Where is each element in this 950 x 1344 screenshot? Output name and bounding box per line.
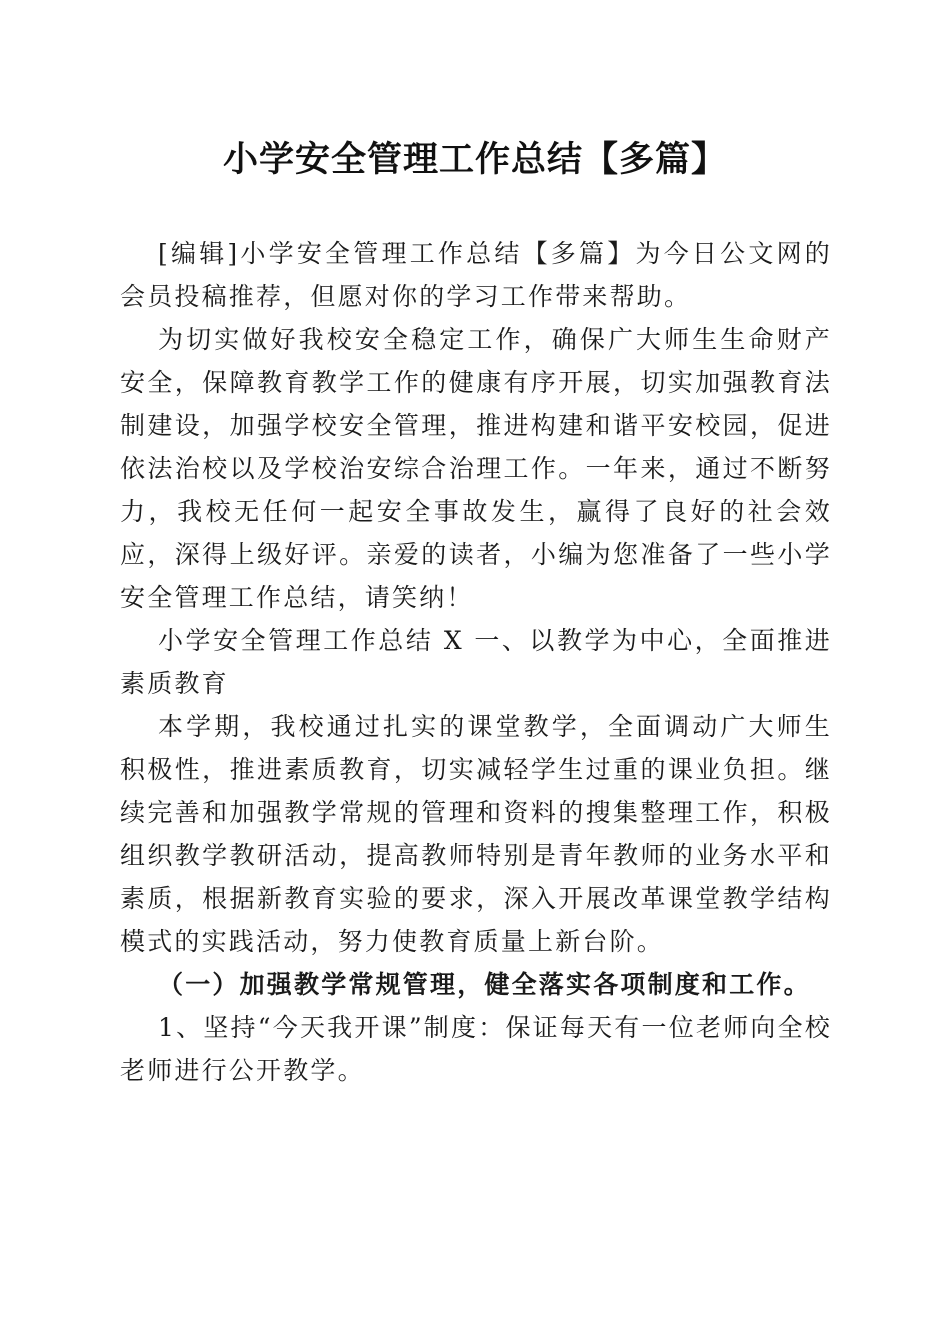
document-body bbox=[120, 232, 832, 1092]
paragraph-section-title: 小学安全管理工作总结 X 一、以教学为中心，全面推进素质教育 bbox=[120, 626, 832, 698]
paragraph-intro: [编辑]小学安全管理工作总结【多篇】为今日公文网的会员投稿推荐，但愿对你的学习工作带来帮助。 bbox=[120, 239, 832, 311]
paragraph-item-1: 1、坚持“今天我开课”制度：保证每天有一位老师向全校老师进行公开教学。 bbox=[120, 1013, 832, 1085]
paragraph-teaching: 本学期，我校通过扎实的课堂教学，全面调动广大师生积极性，推进素质教育，切实减轻学生过重的课业负担。继续完善和加强教学常规的管理和资料的搜集整理工作，积极组织教学教研活动，提高教师特别是青年教师的业务水平和素质，根据新教育实验的要求，深入开展改革课堂教学结构模式的实践活动，努力使教育质量上新台阶。 bbox=[120, 712, 832, 956]
paragraph-subheading: （一）加强教学常规管理，健全落实各项制度和工作。 bbox=[158, 970, 811, 999]
paragraph-overview: 为切实做好我校安全稳定工作，确保广大师生生命财产安全，保障教育教学工作的健康有序开展，切实加强教育法制建设，加强学校安全管理，推进构建和谐平安校园，促进依法治校以及学校治安综合治理工作。一年来，通过不断努力，我校无任何一起安全事故发生，赢得了良好的社会效应，深得上级好评。亲爱的读者，小编为您准备了一些小学安全管理工作总结，请笑纳！ bbox=[120, 325, 832, 612]
document-title: 小学安全管理工作总结【多篇】 bbox=[222, 139, 727, 180]
